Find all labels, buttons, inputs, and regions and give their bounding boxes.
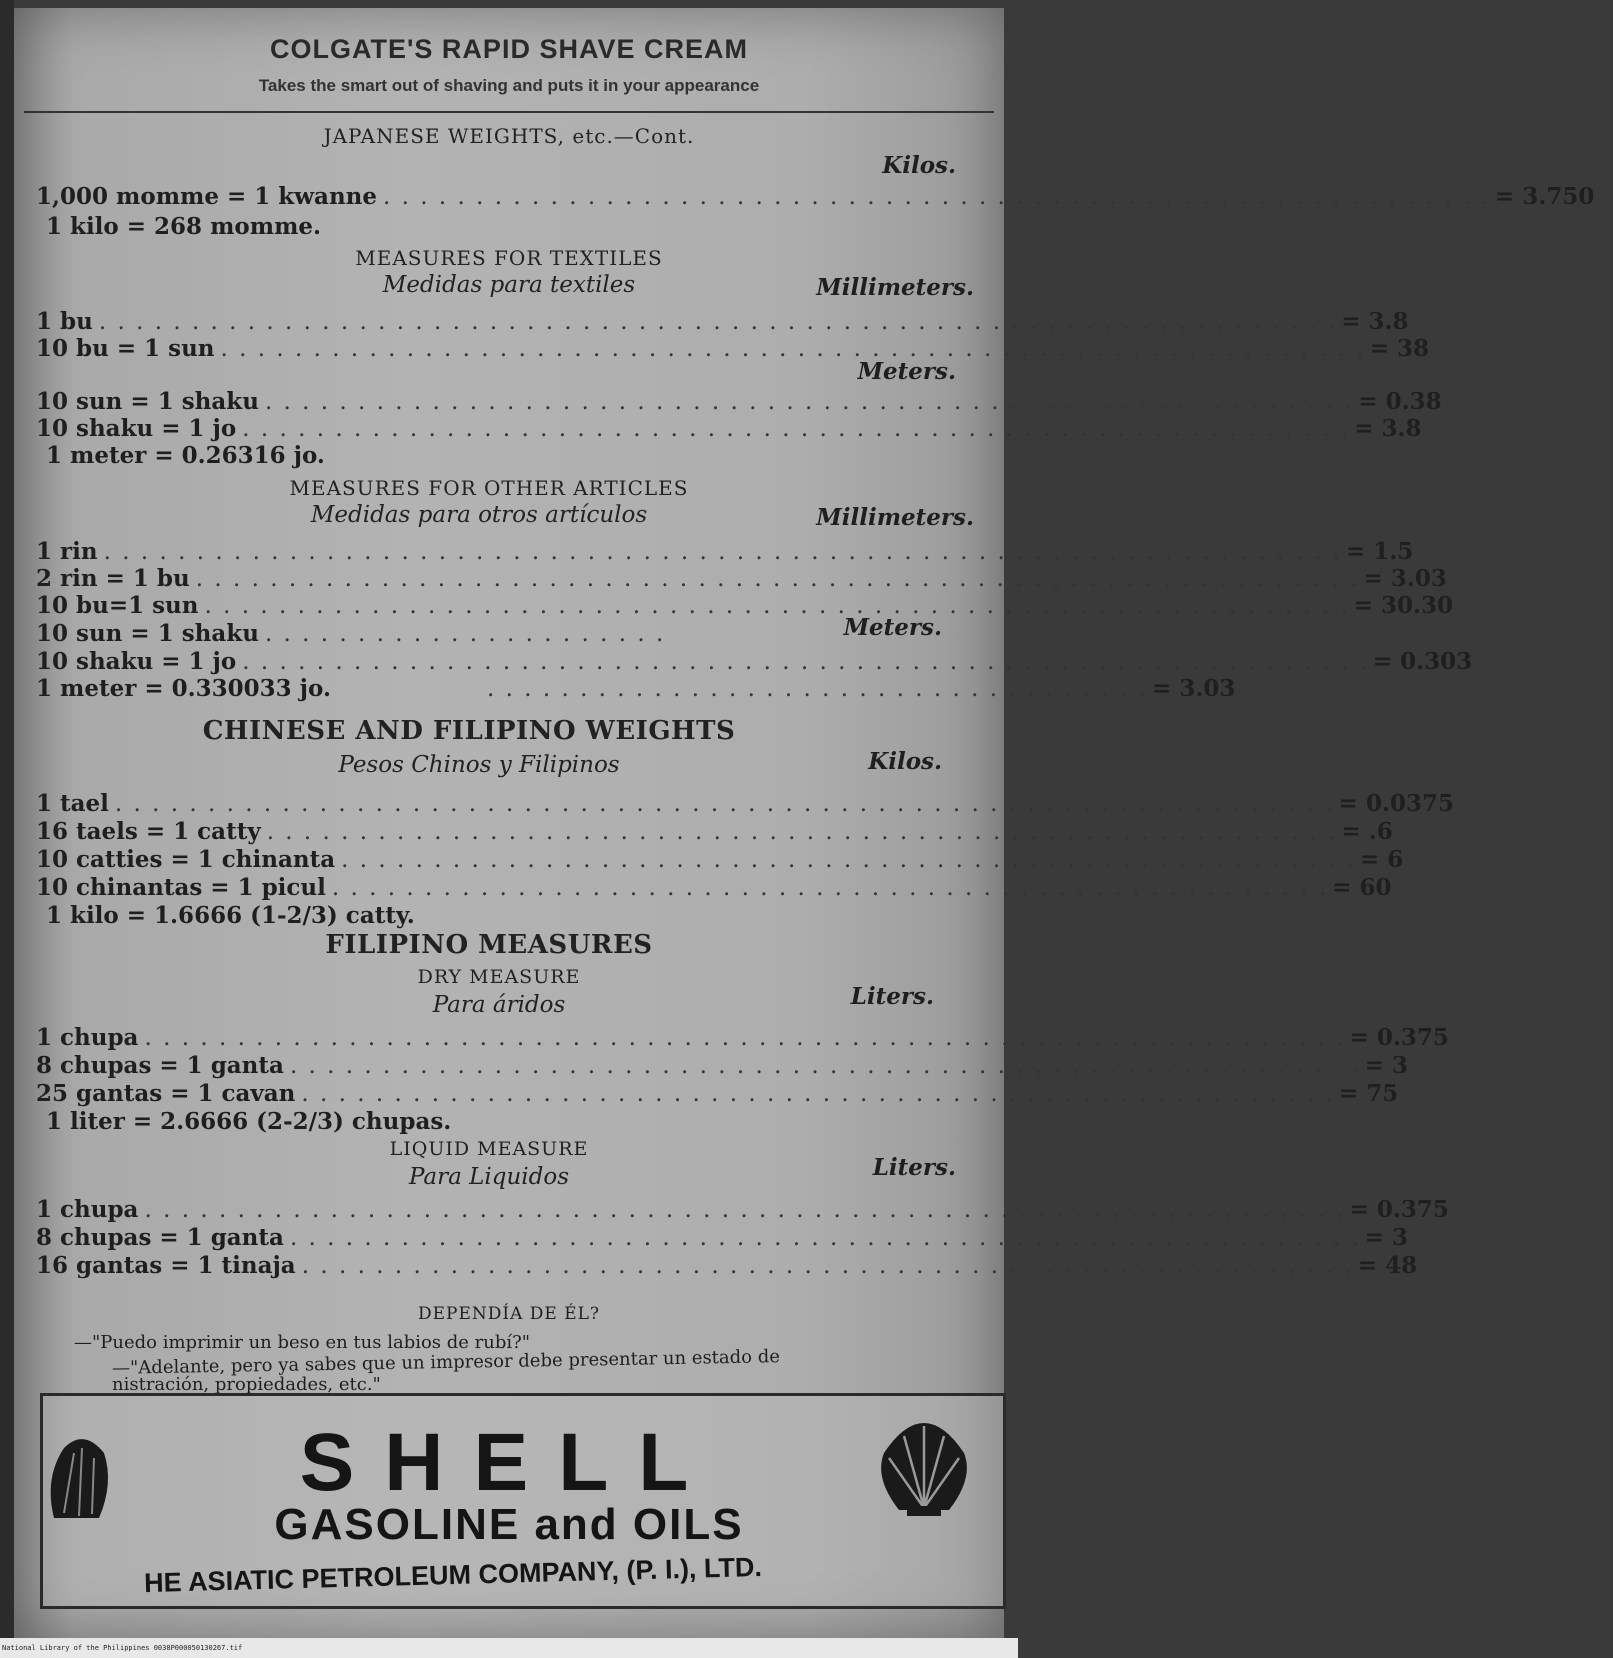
conversion-note: 1 kilo = 268 momme.: [46, 213, 322, 240]
row-label: 10 chinantas = 1 picul: [36, 874, 326, 901]
leader-dots: . . . . . . . . . . . . . . . . . . . . . . . . . . . . . . . . . . . . . . . . . . . . . . . . . . . . . . . .: [301, 1081, 1335, 1107]
table-row: [36, 648, 1473, 676]
table-row: [36, 1252, 1418, 1280]
kilos-unit: Kilos.: [882, 152, 956, 179]
leader-dots: . . . . . . . . . . . . . . . . . . . . . . . . . . . . . . . . . . . . . . . . . . . . . . . . . . . . . . . . . .: [289, 1053, 1361, 1079]
row-value: = 60: [1332, 874, 1392, 901]
row-value: = 3: [1364, 1052, 1409, 1079]
table-row: [36, 1052, 1409, 1080]
table-row: [36, 388, 1442, 416]
table-row: [36, 620, 666, 648]
leader-dots: . . . . . . . . . . . . . . . . . . . . . . . . . . . . . . . . . . . . . . . . . . . . . . . . . . . . . . . . . . . . . . . . .: [144, 1197, 1346, 1223]
other-articles-subheading: Medidas para otros artículos: [310, 502, 648, 528]
row-label: 10 bu=1 sun: [36, 592, 199, 619]
book-page: [14, 8, 1595, 1638]
leader-dots: . . . . . . . . . . . . . . . . . . . . . . . . . . . . . . . . . . . . . . . . . . . . . . . . . . . . . . . . .: [301, 1253, 1354, 1279]
joke-title: DEPENDÍA DE ÉL?: [417, 1304, 601, 1324]
liters-unit: Liters.: [850, 983, 934, 1010]
textiles-heading: MEASURES FOR TEXTILES: [355, 246, 663, 270]
row-value: = 0.375: [1349, 1024, 1449, 1051]
dry-measure-heading: DRY MEASURE: [417, 966, 581, 988]
row-value: = 75: [1338, 1080, 1399, 1107]
table-row: [36, 1080, 1399, 1108]
conversion-note: 1 kilo = 1.6666 (1-2/3) catty.: [46, 902, 415, 929]
millimeters-unit: Millimeters.: [816, 504, 974, 531]
shell-brand: SHELL: [299, 1417, 719, 1508]
table-row: [36, 415, 1422, 443]
row-value: = 3.03: [1363, 565, 1447, 592]
table-row: [36, 335, 1430, 363]
row-value: = 30.30: [1353, 592, 1454, 619]
joke-line: —"Puedo imprimir un beso en tus labios de rubí?": [74, 1332, 531, 1353]
row-label: 10 sun = 1 shaku: [36, 388, 259, 415]
leader-dots: . . . . . . . . . . . . . . . . . . . . . . . . . . . . . . . . . . . . . . . . . . . . . . . . . . . . . . . . . . . . . .: [204, 593, 1350, 619]
leader-dots: . . . . . . . . . . . . . . . . . . . . . . . . . . . . . . . . . . . . . . . . . . . . . . . . . . . . . . .: [341, 847, 1357, 873]
row-value: = 48: [1357, 1252, 1418, 1279]
leader-dots: . . . . . . . . . . . . . . . . . . . . . . . . . . . . . . . . . . . . . . . . . . . . . . . . . . . . . . . . . .: [289, 1225, 1361, 1251]
leader-dots: . . . . . . . . . . . . . . . . . . . . . . . . . . . . . . . . . . . . . . . . . . . . . . . . . . . . . . . . . . . .: [242, 416, 1351, 442]
joke-line: nistración, propiedades, etc.": [112, 1374, 381, 1395]
row-label: 1,000 momme = 1 kwanne: [36, 183, 378, 210]
binding-gutter: [0, 0, 14, 1658]
leader-dots: . . . . . . . . . . . . . . . . . . . . . . . . . . . . . . . . . . . . . . . . . . . . . . . . . . . . . . . . . . . . . . . . . . .: [103, 539, 1342, 565]
row-label: 16 taels = 1 catty: [36, 818, 261, 845]
row-value: = 0.303: [1372, 648, 1473, 675]
leader-dots: . . . . . . . . . . . . . . . . . . . . . . . . . . . . . . . . . . . . . . . . . . . . . . . . . . . . . .: [331, 875, 1329, 901]
row-value: = .6: [1341, 818, 1393, 845]
liquid-measure-subheading: Para Liquidos: [408, 1164, 570, 1190]
row-label: 10 shaku = 1 jo: [36, 415, 237, 442]
table-row: [36, 592, 1454, 620]
row-label: 10 sun = 1 shaku: [36, 620, 259, 647]
table-row: [36, 538, 1414, 566]
header-subtitle: Takes the smart out of shaving and puts it in your appearance: [258, 76, 760, 95]
row-label: 1 rin: [36, 538, 98, 565]
table-row: [36, 874, 1392, 902]
row-value: = 3.8: [1354, 415, 1422, 442]
row-label: 10 catties = 1 chinanta: [36, 846, 336, 873]
chinese-filipino-subheading: Pesos Chinos y Filipinos: [338, 752, 620, 778]
table-row: [36, 790, 1454, 818]
filipino-measures-heading: FILIPINO MEASURES: [325, 930, 653, 960]
joke-line: —"Adelante, pero ya sabes que un impresor debe presentar un estado de: [111, 1346, 781, 1379]
table-row: [36, 1224, 1409, 1252]
row-label: 1 chupa: [36, 1024, 139, 1051]
table-row: [36, 308, 1409, 336]
conversion-note: 1 meter = 0.26316 jo.: [46, 442, 325, 469]
row-label: 25 gantas = 1 cavan: [36, 1080, 296, 1107]
row-value: = 3.03: [1152, 675, 1236, 702]
other-articles-heading: MEASURES FOR OTHER ARTICLES: [289, 476, 689, 500]
row-value: = 3: [1364, 1224, 1409, 1251]
leader-dots: . . . . . . . . . . . . . . . . . . . . . . . . . . . . . . . . . . . . . . . . . . . . . . . . . . . . . . . . . .: [266, 819, 1338, 845]
leader-dots: . . . . . . . . . . . . . . . . . . . . . . . . . . . . . . . . . . . . . . . . . . . . . . . . . . . . . . . . . . . .: [383, 184, 1492, 210]
row-value: = 6: [1360, 846, 1404, 873]
table-row: [36, 565, 1447, 593]
row-label: 2 rin = 1 bu: [36, 565, 190, 592]
leader-dots: . . . . . . . . . . . . . . . . . . . . . . . . . . . . . . . . . . . .: [486, 676, 1149, 702]
table-row: [36, 1024, 1449, 1052]
dry-measure-subheading: Para áridos: [432, 992, 566, 1018]
table-row: [36, 846, 1404, 874]
row-label: 8 chupas = 1 ganta: [36, 1224, 284, 1251]
table-row: [36, 675, 1236, 703]
row-value: = 3.750: [1495, 183, 1595, 210]
leader-dots: . . . . . . . . . . . . . . . . . . . . . .: [264, 621, 666, 647]
row-value: = 1.5: [1345, 538, 1414, 565]
leader-dots: . . . . . . . . . . . . . . . . . . . . . . . . . . . . . . . . . . . . . . . . . . . . . . . . . . . . . . . . . . . . .: [242, 649, 1369, 675]
table-row: [36, 818, 1393, 846]
table-row: [36, 1196, 1449, 1224]
shell-tagline: GASOLINE and OILS: [274, 1500, 744, 1549]
meters-unit: Meters.: [843, 614, 942, 641]
kilos-unit: Kilos.: [868, 748, 942, 775]
row-label: 8 chupas = 1 ganta: [36, 1052, 284, 1079]
row-value: = 0.38: [1358, 388, 1442, 415]
row-label: 1 bu: [36, 308, 93, 335]
shell-company: HE ASIATIC PETROLEUM COMPANY, (P. I.), LTD.: [143, 1551, 763, 1599]
row-value: = 3.8: [1341, 308, 1409, 335]
row-label: 10 bu = 1 sun: [36, 335, 215, 362]
row-value: = 0.0375: [1338, 790, 1454, 817]
japanese-weights-heading: JAPANESE WEIGHTS, etc.—Cont.: [323, 124, 695, 148]
row-label: 10 shaku = 1 jo: [36, 648, 237, 675]
liters-unit: Liters.: [872, 1154, 956, 1181]
table-row: [36, 183, 1595, 211]
meters-unit: Meters.: [857, 358, 956, 385]
row-label: 16 gantas = 1 tinaja: [36, 1252, 296, 1279]
liquid-measure-heading: LIQUID MEASURE: [389, 1138, 589, 1160]
row-label: 1 meter = 0.330033 jo.: [36, 675, 331, 702]
leader-dots: . . . . . . . . . . . . . . . . . . . . . . . . . . . . . . . . . . . . . . . . . . . . . . . . . . . . . . . . . . . . . . . . . .: [114, 791, 1335, 817]
conversion-note: 1 liter = 2.6666 (2-2/3) chupas.: [46, 1108, 452, 1135]
header-rule: [24, 111, 994, 113]
leader-dots: . . . . . . . . . . . . . . . . . . . . . . . . . . . . . . . . . . . . . . . . . . . . . . . . . . . . . . . . . . . . . . . . .: [144, 1025, 1346, 1051]
header-title: COLGATE'S RAPID SHAVE CREAM: [270, 34, 748, 64]
chinese-filipino-heading: CHINESE AND FILIPINO WEIGHTS: [202, 716, 736, 746]
row-value: = 0.375: [1349, 1196, 1449, 1223]
row-label: 1 chupa: [36, 1196, 139, 1223]
row-value: = 38: [1369, 335, 1430, 362]
millimeters-unit: Millimeters.: [816, 274, 974, 301]
leader-dots: . . . . . . . . . . . . . . . . . . . . . . . . . . . . . . . . . . . . . . . . . . . . . . . . . . . . . . . . . . . . . . . . . . .: [98, 309, 1338, 335]
scan-footer: National Library of the Philippines 0038P000050130267.tif: [0, 1638, 1018, 1658]
leader-dots: . . . . . . . . . . . . . . . . . . . . . . . . . . . . . . . . . . . . . . . . . . . . . . . . . . . . . . . . . . .: [264, 389, 1355, 415]
row-label: 1 tael: [36, 790, 109, 817]
leader-dots: . . . . . . . . . . . . . . . . . . . . . . . . . . . . . . . . . . . . . . . . . . . . . . . . . . . . . . . . . . . . . .: [220, 336, 1366, 362]
leader-dots: . . . . . . . . . . . . . . . . . . . . . . . . . . . . . . . . . . . . . . . . . . . . . . . . . . . . . . . . . . . . . . .: [195, 566, 1360, 592]
textiles-subheading: Medidas para textiles: [382, 272, 636, 298]
